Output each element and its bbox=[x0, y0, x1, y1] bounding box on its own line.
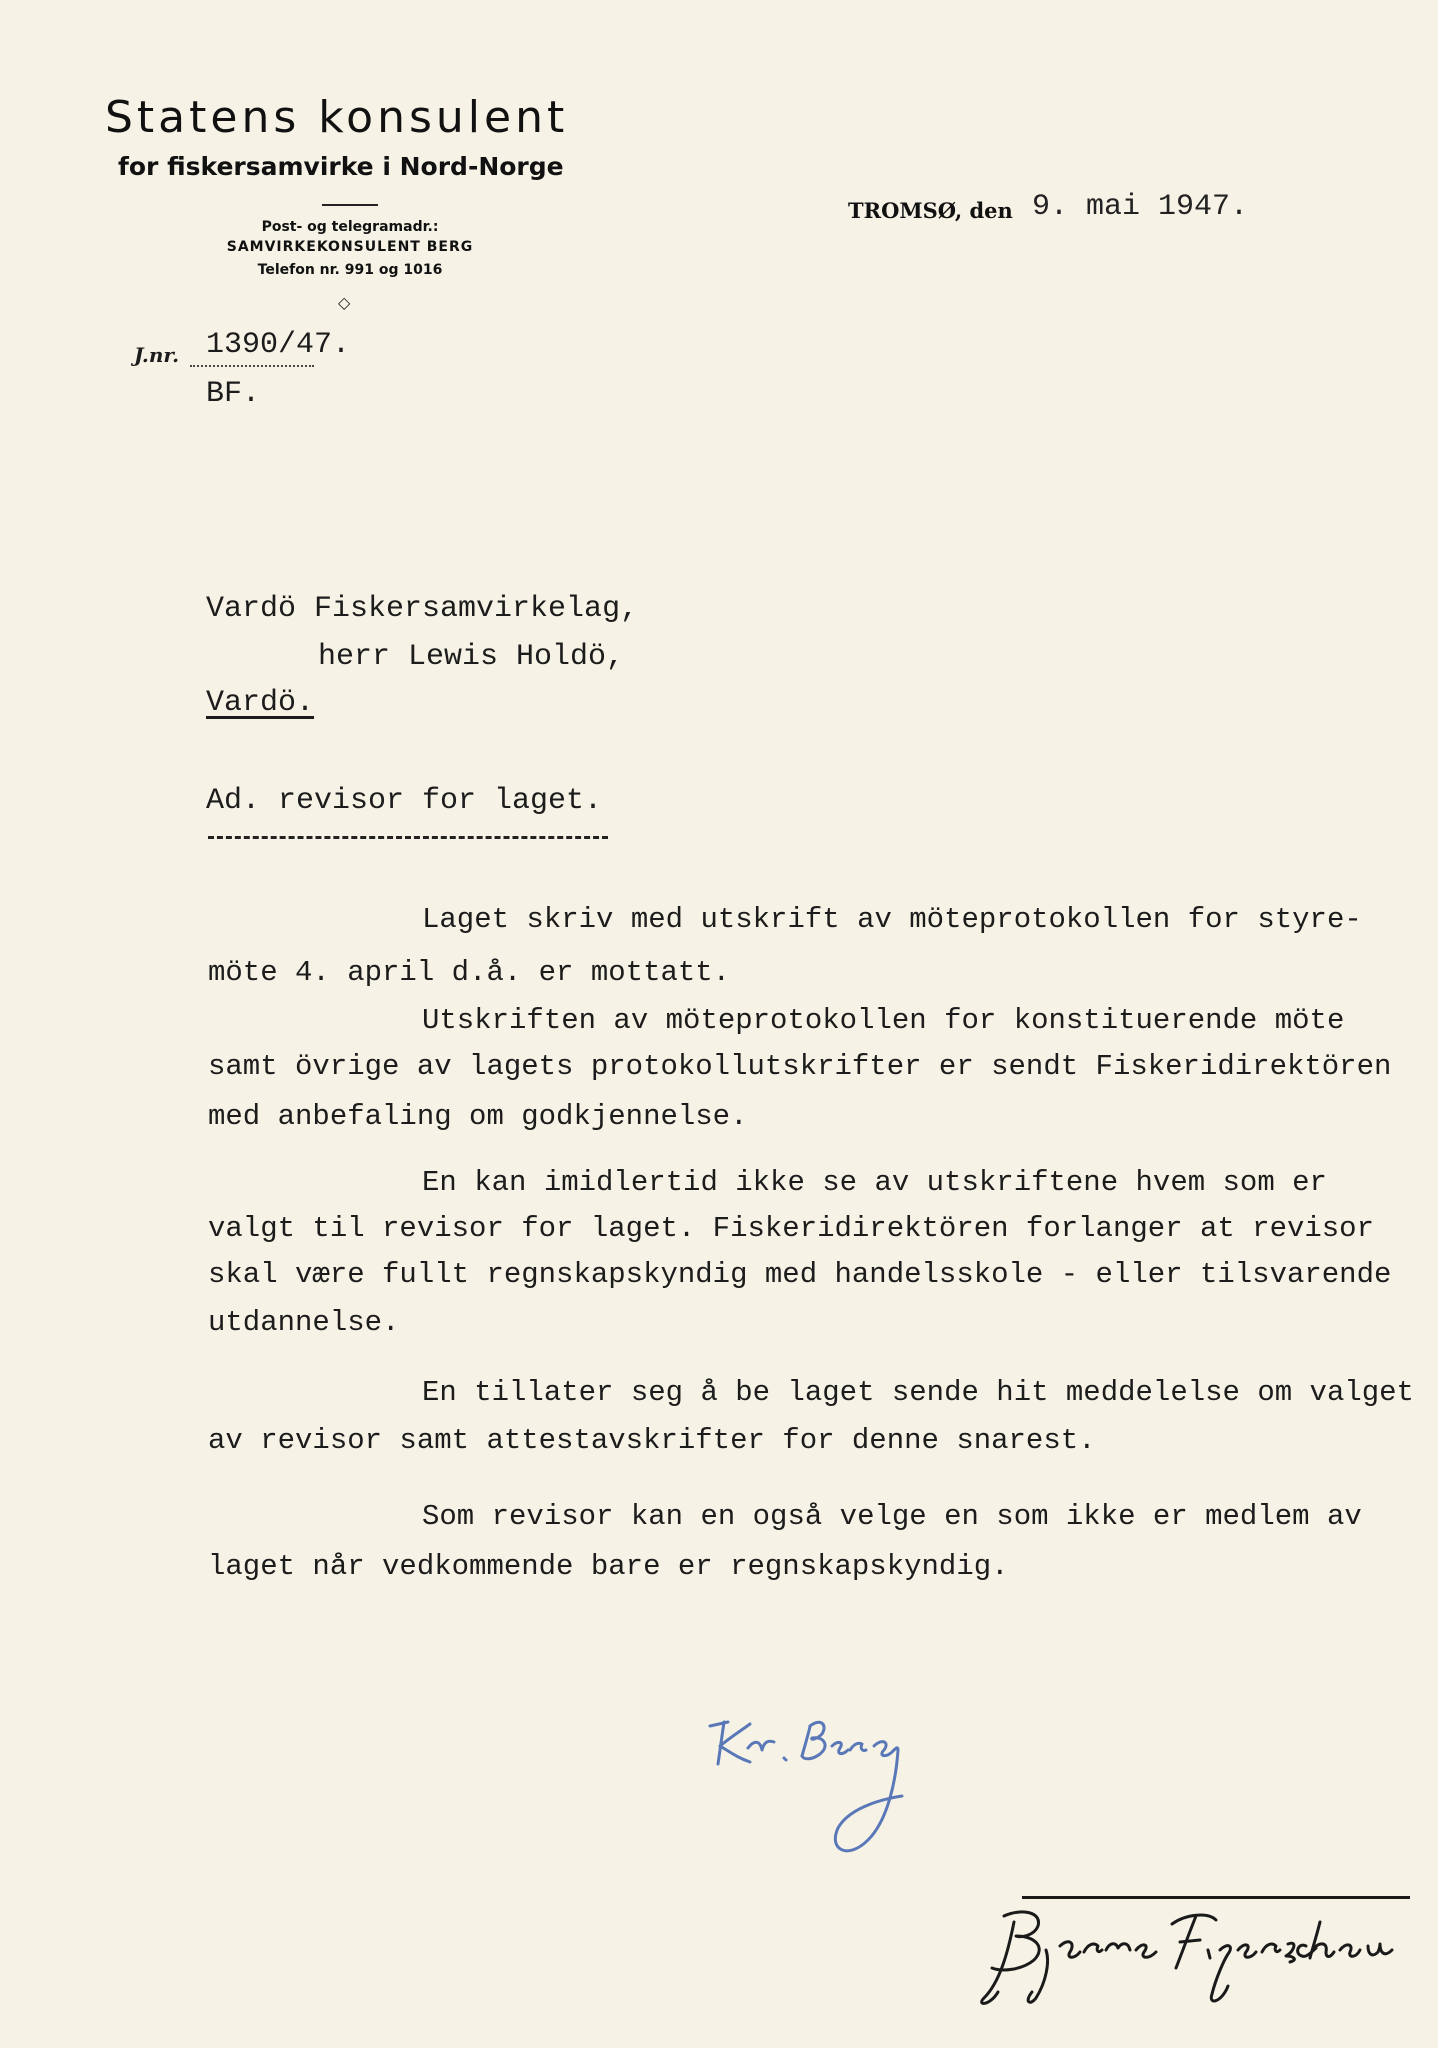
body-line: med anbefaling om godkjennelse. bbox=[208, 1100, 748, 1133]
body-line: En tillater seg å be laget sende hit meddelelse om valget bbox=[422, 1376, 1414, 1409]
recipient-organisation: Vardö Fiskersamvirkelag, bbox=[206, 592, 639, 626]
reference-initials: BF. bbox=[206, 377, 261, 411]
letterhead-address-name: SAMVIRKEKONSULENT BERG bbox=[226, 239, 474, 255]
journal-dotted-line bbox=[190, 365, 314, 367]
body-line: valgt til revisor for laget. Fiskeridirektören forlanger at revisor bbox=[208, 1212, 1374, 1245]
signature-bjarne-figenschau bbox=[976, 1902, 1416, 2022]
recipient-person: herr Lewis Holdö, bbox=[318, 640, 625, 674]
body-line: möte 4. april d.å. er mottatt. bbox=[208, 956, 731, 989]
letterhead-title: Statens konsulent bbox=[105, 92, 569, 143]
body-line: Som revisor kan en også velge en som ikke er medlem av bbox=[422, 1500, 1362, 1533]
letter-date: 9. mai 1947. bbox=[1032, 190, 1249, 224]
place-label: TROMSØ, den bbox=[848, 198, 1013, 223]
body-line: Laget skriv med utskrift av möteprotokollen for styre- bbox=[422, 903, 1362, 936]
body-line: utdannelse. bbox=[208, 1306, 400, 1339]
letterhead-phone: Telefon nr. 991 og 1016 bbox=[257, 262, 443, 278]
body-line: laget når vedkommende bare er regnskapskyndig. bbox=[208, 1550, 1009, 1583]
subject-dashed-underline bbox=[208, 836, 608, 839]
body-line: En kan imidlertid ikke se av utskriftene hvem som er bbox=[422, 1166, 1327, 1199]
signature-rule bbox=[1022, 1896, 1410, 1899]
body-line: skal være fullt regnskapskyndig med handelsskole - eller tilsvarende bbox=[208, 1258, 1392, 1291]
letterhead-subtitle: for fiskersamvirke i Nord-Norge bbox=[118, 152, 564, 181]
journal-label: J.nr. bbox=[134, 343, 180, 367]
recipient-town: Vardö. bbox=[206, 686, 315, 720]
letterhead-address-label: Post- og telegramadr.: bbox=[261, 219, 439, 235]
body-line: samt övrige av lagets protokollutskrifter er sendt Fiskeridirektören bbox=[208, 1050, 1392, 1083]
body-line: av revisor samt attestavskrifter for denne snarest. bbox=[208, 1424, 1096, 1457]
signature-kr-berg bbox=[698, 1700, 968, 1910]
body-line: Utskriften av möteprotokollen for konstituerende möte bbox=[422, 1004, 1345, 1037]
ornament-diamond-icon: ◇ bbox=[338, 293, 351, 312]
journal-number: 1390/47. bbox=[206, 328, 351, 362]
subject-line: Ad. revisor for laget. bbox=[206, 784, 603, 818]
letterhead-divider bbox=[322, 204, 378, 206]
